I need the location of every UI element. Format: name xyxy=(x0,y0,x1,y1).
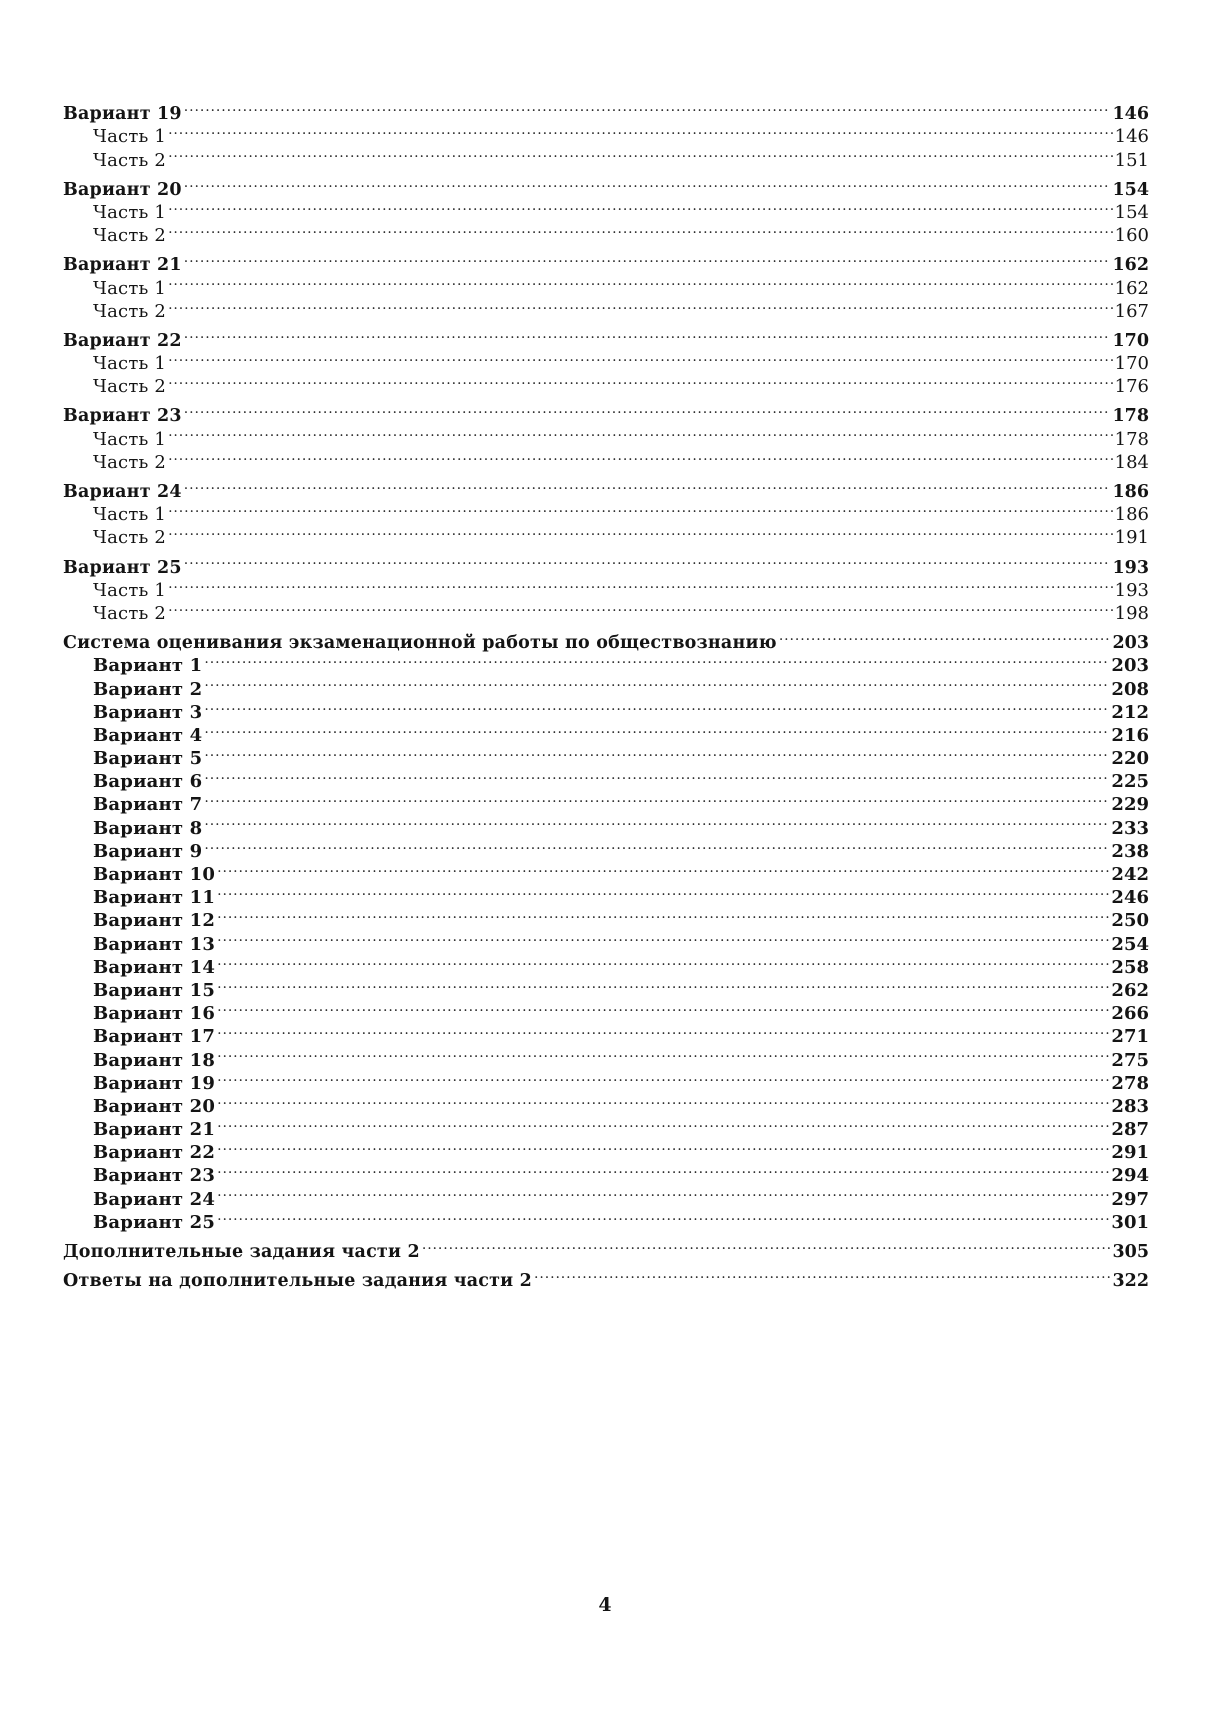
toc-entry-label: Вариант 12 xyxy=(93,910,216,932)
toc-entry-page: 198 xyxy=(1114,602,1149,624)
toc-entry-label: Ответы на дополнительные задания части 2 xyxy=(63,1271,533,1292)
dot-leader xyxy=(217,1158,1109,1181)
toc-entry-page: 193 xyxy=(1114,579,1149,601)
dot-leader xyxy=(217,903,1109,926)
toc-entry-label: Часть 2 xyxy=(93,149,167,171)
toc-entry-label: Вариант 14 xyxy=(93,956,216,978)
toc-subentry[interactable] xyxy=(63,787,1149,816)
dot-leader xyxy=(168,445,1113,468)
toc-subentry[interactable] xyxy=(63,270,1149,299)
toc-entry-label: Часть 2 xyxy=(93,527,167,549)
toc-entry-label: Вариант 1 xyxy=(93,655,203,677)
toc-subentry[interactable] xyxy=(63,1181,1149,1210)
toc-entry-page: 178 xyxy=(1114,428,1149,450)
toc-entry-page: 146 xyxy=(1114,126,1149,148)
toc-entry-label: Вариант 16 xyxy=(93,1003,216,1025)
toc-subentry[interactable] xyxy=(63,695,1149,723)
toc-subentry[interactable] xyxy=(63,671,1149,700)
toc-subentry[interactable] xyxy=(63,195,1149,223)
toc-entry-label: Вариант 25 xyxy=(63,557,182,578)
toc-subentry[interactable] xyxy=(63,1019,1149,1048)
dot-leader xyxy=(168,596,1113,619)
toc-entry-label: Вариант 11 xyxy=(93,887,216,909)
toc-subentry[interactable] xyxy=(63,1112,1149,1141)
toc-entry-page: 191 xyxy=(1114,527,1149,549)
toc-section-entry[interactable] xyxy=(63,1263,1149,1292)
toc-entry-label: Вариант 13 xyxy=(93,933,216,955)
toc-entry-label: Вариант 6 xyxy=(93,771,203,793)
dot-leader xyxy=(168,294,1113,317)
toc-entry-label: Часть 2 xyxy=(93,225,167,247)
toc-section-entry[interactable] xyxy=(63,1234,1149,1262)
toc-subentry[interactable] xyxy=(63,718,1149,746)
toc-entry-page: 291 xyxy=(1111,1142,1149,1164)
toc-entry-page: 146 xyxy=(1112,104,1149,125)
dot-leader xyxy=(217,1089,1109,1112)
toc-subentry[interactable] xyxy=(63,369,1149,398)
dot-leader xyxy=(217,996,1109,1019)
toc-subentry[interactable] xyxy=(63,1205,1149,1233)
toc-subentry[interactable] xyxy=(63,973,1149,1001)
toc-subentry[interactable] xyxy=(63,648,1149,677)
dot-leader xyxy=(217,1066,1109,1089)
toc-entry-page: 262 xyxy=(1111,979,1149,1001)
toc-entry-page: 208 xyxy=(1111,678,1149,700)
toc-entry-label: Вариант 17 xyxy=(93,1026,216,1048)
toc-entry-label: Вариант 25 xyxy=(93,1211,216,1233)
toc-subentry[interactable] xyxy=(63,142,1149,171)
toc-entry-page: 193 xyxy=(1112,557,1149,578)
dot-leader xyxy=(204,695,1109,718)
dot-leader xyxy=(204,764,1109,787)
toc-entry-page: 283 xyxy=(1111,1095,1149,1117)
toc-entry-label: Система оценивания экзаменационной работы по обществознанию xyxy=(63,633,777,654)
dot-leader xyxy=(422,1234,1111,1257)
toc-subentry[interactable] xyxy=(63,1135,1149,1164)
dot-leader xyxy=(168,497,1113,520)
toc-entry-label: Вариант 18 xyxy=(93,1049,216,1071)
toc-entry-label: Вариант 23 xyxy=(63,406,182,427)
toc-subentry[interactable] xyxy=(63,520,1149,549)
dot-leader xyxy=(217,1135,1109,1158)
dot-leader xyxy=(217,973,1109,996)
toc-subentry[interactable] xyxy=(63,880,1149,909)
dot-leader xyxy=(204,648,1109,671)
toc-entry-page: 162 xyxy=(1112,255,1149,276)
toc-entry-page: 266 xyxy=(1111,1003,1149,1025)
toc-subentry[interactable] xyxy=(63,346,1149,375)
toc-entry-label: Вариант 24 xyxy=(93,1188,216,1210)
toc-subentry[interactable] xyxy=(63,119,1149,148)
toc-section-entry[interactable] xyxy=(63,549,1149,578)
toc-subentry[interactable] xyxy=(63,857,1149,885)
toc-section-entry[interactable] xyxy=(63,323,1149,351)
dot-leader xyxy=(184,247,1111,270)
toc-entry-label: Вариант 5 xyxy=(93,748,203,770)
toc-entry-page: 167 xyxy=(1114,300,1149,322)
toc-entry-page: 305 xyxy=(1112,1242,1149,1262)
toc-entry-label: Вариант 9 xyxy=(93,840,203,862)
toc-subentry[interactable] xyxy=(63,445,1149,473)
toc-entry-page: 258 xyxy=(1111,956,1149,978)
dot-leader xyxy=(204,741,1109,764)
toc-entry-label: Вариант 20 xyxy=(93,1095,216,1117)
toc-entry-page: 216 xyxy=(1111,724,1149,746)
toc-entry-label: Вариант 8 xyxy=(93,817,203,839)
dot-leader xyxy=(217,880,1109,903)
toc-subentry[interactable] xyxy=(63,497,1149,526)
toc-entry-label: Вариант 22 xyxy=(93,1142,216,1164)
dot-leader xyxy=(184,172,1111,195)
toc-entry-label: Вариант 21 xyxy=(63,255,182,276)
toc-entry-label: Вариант 7 xyxy=(93,794,203,816)
toc-entry-label: Вариант 19 xyxy=(93,1072,216,1094)
dot-leader xyxy=(217,857,1109,880)
toc-entry-page: 220 xyxy=(1111,748,1149,770)
toc-entry-page: 287 xyxy=(1111,1119,1149,1141)
toc-subentry[interactable] xyxy=(63,926,1149,955)
toc-subentry[interactable] xyxy=(63,764,1149,793)
toc-subentry[interactable] xyxy=(63,996,1149,1025)
toc-section-entry[interactable] xyxy=(63,172,1149,200)
toc-entry-label: Часть 1 xyxy=(93,277,167,299)
toc-entry-page: 186 xyxy=(1112,482,1149,502)
toc-section-entry[interactable] xyxy=(63,247,1149,276)
toc-entry-page: 278 xyxy=(1111,1072,1149,1094)
toc-subentry[interactable] xyxy=(63,294,1149,322)
toc-entry-page: 242 xyxy=(1111,864,1149,885)
toc-entry-page: 178 xyxy=(1112,406,1149,427)
toc-entry-label: Часть 1 xyxy=(93,504,167,526)
dot-leader xyxy=(168,119,1113,142)
toc-entry-page: 170 xyxy=(1112,330,1149,351)
toc-subentry[interactable] xyxy=(63,810,1149,839)
toc-entry-label: Вариант 15 xyxy=(93,979,216,1001)
toc-entry-label: Вариант 20 xyxy=(63,179,182,200)
toc-entry-page: 212 xyxy=(1111,701,1149,723)
toc-entry-label: Вариант 22 xyxy=(63,330,182,351)
toc-entry-page: 238 xyxy=(1111,840,1149,862)
dot-leader xyxy=(779,625,1111,648)
dot-leader xyxy=(184,549,1111,572)
dot-leader xyxy=(184,96,1111,119)
dot-leader xyxy=(168,142,1113,165)
toc-entry-label: Часть 1 xyxy=(93,126,167,148)
toc-entry-page: 246 xyxy=(1111,887,1149,909)
dot-leader xyxy=(534,1263,1110,1286)
dot-leader xyxy=(168,421,1113,444)
toc-entry-page: 154 xyxy=(1114,201,1149,223)
dot-leader xyxy=(217,1042,1109,1065)
dot-leader xyxy=(217,1019,1109,1042)
toc-entry-label: Дополнительные задания части 2 xyxy=(63,1242,420,1262)
toc-entry-page: 322 xyxy=(1112,1271,1149,1292)
dot-leader xyxy=(168,218,1113,241)
toc-section-entry[interactable] xyxy=(63,96,1149,125)
toc-subentry[interactable] xyxy=(63,1066,1149,1094)
toc-entry-page: 170 xyxy=(1114,353,1149,375)
toc-entry-page: 275 xyxy=(1111,1049,1149,1071)
toc-subentry[interactable] xyxy=(63,421,1149,450)
toc-entry-page: 176 xyxy=(1114,376,1149,398)
toc-entry-page: 203 xyxy=(1112,633,1149,654)
toc-subentry[interactable] xyxy=(63,903,1149,932)
dot-leader xyxy=(184,474,1111,497)
toc-entry-label: Вариант 10 xyxy=(93,864,216,885)
toc-subentry[interactable] xyxy=(63,950,1149,978)
dot-leader xyxy=(184,323,1111,346)
toc-entry-label: Вариант 3 xyxy=(93,701,203,723)
dot-leader xyxy=(217,950,1109,973)
toc-section-entry[interactable] xyxy=(63,625,1149,654)
dot-leader xyxy=(217,1112,1109,1135)
dot-leader xyxy=(217,1181,1109,1204)
toc-subentry[interactable] xyxy=(63,1089,1149,1117)
toc-entry-page: 294 xyxy=(1111,1165,1149,1187)
toc-subentry[interactable] xyxy=(63,1042,1149,1071)
dot-leader xyxy=(204,671,1109,694)
toc-entry-label: Часть 1 xyxy=(93,579,167,601)
toc-entry-page: 233 xyxy=(1111,817,1149,839)
toc-entry-label: Часть 2 xyxy=(93,300,167,322)
toc-subentry[interactable] xyxy=(63,596,1149,624)
dot-leader xyxy=(204,787,1109,810)
page-number: 4 xyxy=(598,1594,612,1616)
toc-entry-label: Вариант 24 xyxy=(63,482,182,502)
dot-leader xyxy=(168,346,1113,369)
toc-entry-page: 151 xyxy=(1114,149,1149,171)
toc-entry-page: 301 xyxy=(1111,1211,1149,1233)
toc-subentry[interactable] xyxy=(63,1158,1149,1187)
dot-leader xyxy=(204,810,1109,833)
toc-entry-page: 184 xyxy=(1114,451,1149,473)
toc-section-entry[interactable] xyxy=(63,474,1149,502)
toc-entry-label: Вариант 19 xyxy=(63,104,182,125)
toc-entry-page: 250 xyxy=(1111,910,1149,932)
toc-entry-page: 254 xyxy=(1111,933,1149,955)
dot-leader xyxy=(184,398,1111,421)
toc-entry-page: 271 xyxy=(1111,1026,1149,1048)
toc-entry-label: Часть 2 xyxy=(93,602,167,624)
toc-entry-label: Вариант 21 xyxy=(93,1119,216,1141)
dot-leader xyxy=(168,270,1113,293)
toc-entry-page: 154 xyxy=(1112,179,1149,200)
toc-entry-label: Часть 2 xyxy=(93,451,167,473)
toc-subentry[interactable] xyxy=(63,573,1149,601)
dot-leader xyxy=(168,573,1113,596)
toc-entry-label: Вариант 2 xyxy=(93,678,203,700)
dot-leader xyxy=(168,369,1113,392)
dot-leader xyxy=(204,718,1109,741)
toc-entry-label: Вариант 23 xyxy=(93,1165,216,1187)
toc-subentry[interactable] xyxy=(63,834,1149,862)
toc-entry-label: Часть 2 xyxy=(93,376,167,398)
toc-entry-page: 229 xyxy=(1111,794,1149,816)
toc-entry-label: Часть 1 xyxy=(93,428,167,450)
dot-leader xyxy=(204,834,1109,857)
toc-section-entry[interactable] xyxy=(63,398,1149,427)
toc-entry-page: 225 xyxy=(1111,771,1149,793)
toc-entry-page: 162 xyxy=(1114,277,1149,299)
dot-leader xyxy=(168,520,1113,543)
toc-entry-label: Часть 1 xyxy=(93,201,167,223)
toc-subentry[interactable] xyxy=(63,218,1149,247)
dot-leader xyxy=(217,1205,1109,1228)
toc-entry-page: 203 xyxy=(1111,655,1149,677)
table-of-contents xyxy=(63,96,1149,1292)
toc-subentry[interactable] xyxy=(63,741,1149,770)
toc-entry-page: 186 xyxy=(1114,504,1149,526)
dot-leader xyxy=(168,195,1113,218)
dot-leader xyxy=(217,926,1109,949)
toc-entry-page: 160 xyxy=(1114,225,1149,247)
toc-entry-label: Вариант 4 xyxy=(93,724,203,746)
toc-entry-label: Часть 1 xyxy=(93,353,167,375)
toc-entry-page: 297 xyxy=(1111,1188,1149,1210)
